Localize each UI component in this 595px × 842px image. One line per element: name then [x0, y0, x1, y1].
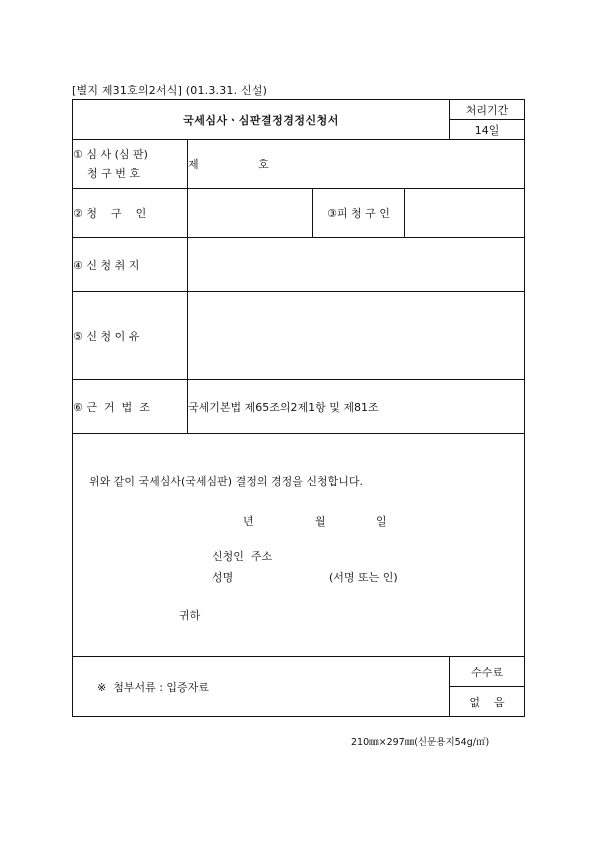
claimant-label: ② 청 구 인 [73, 189, 188, 238]
purpose-label: ④ 신 청 취 지 [73, 238, 188, 292]
signature-note: (서명 또는 인) [329, 571, 398, 584]
recipient-label: 귀하 [179, 609, 201, 622]
attachment-note: ※ 첨부서류 : 입증자료 [73, 657, 450, 717]
date-year: 년 [243, 515, 254, 528]
reason-label: ⑤ 신 청 이 유 [73, 292, 188, 380]
fee-value: 없 음 [450, 687, 525, 717]
applicant-name-label: 성명 [212, 571, 234, 584]
declaration-section [73, 434, 525, 657]
application-form [72, 99, 525, 717]
processing-period-label: 처리기간 [450, 100, 525, 120]
fee-label: 수수료 [450, 657, 525, 687]
case-number-label [73, 140, 188, 189]
paper-spec-note: 210㎜×297㎜(신문용지54g/㎡) [351, 737, 490, 748]
case-number-field[interactable]: 제 호 [188, 140, 525, 189]
case-number-label-line2: 청 구 번 호 [87, 167, 140, 180]
respondent-field[interactable] [405, 189, 525, 238]
respondent-label: ③피 청 구 인 [313, 189, 405, 238]
legal-basis-label: ⑥ 근 거 법 조 [73, 380, 188, 434]
claimant-field[interactable] [188, 189, 313, 238]
purpose-field[interactable] [188, 238, 525, 292]
case-number-label-line1: ① 심 사 (심 판) [73, 148, 148, 161]
processing-period-value: 14일 [450, 120, 525, 140]
reason-field[interactable] [188, 292, 525, 380]
form-title: 국세심사ㆍ심판결정경정신청서 [73, 100, 450, 140]
form-number-note: [별지 제31호의2서식] (01.3.31. 신설) [72, 84, 268, 97]
legal-basis-field: 국세기본법 제65조의2제1항 및 제81조 [188, 380, 525, 434]
applicant-address-label: 신청인 주소 [212, 550, 273, 563]
date-day: 일 [376, 515, 387, 528]
date-month: 월 [315, 515, 326, 528]
declaration-statement: 위와 같이 국세심사(국세심판) 결정의 경정을 신청합니다. [89, 475, 363, 488]
